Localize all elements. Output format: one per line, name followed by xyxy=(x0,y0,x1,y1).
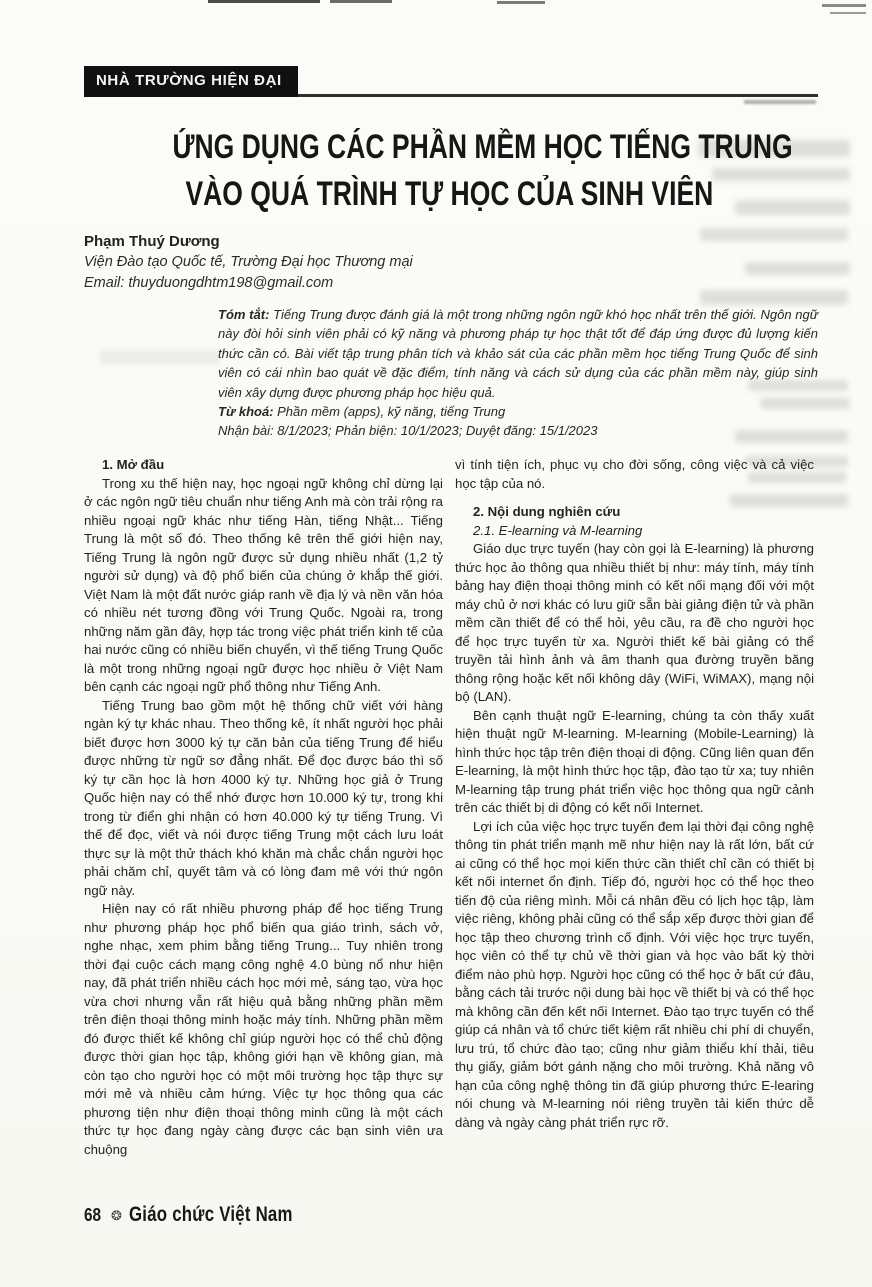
right-column xyxy=(455,456,814,1159)
section-1-heading: 1. Mở đầu xyxy=(102,457,165,472)
abstract-label: Tóm tắt: xyxy=(218,307,270,322)
right-paragraph-1: Giáo dục trực tuyến (hay còn gọi là E-learning) là phương thức học ảo thông qua nhiều thiết bị như: máy tính, máy tính bảng hay điện thoại thông minh có kết nối mạng đối với một máy chủ ở nơi khác có lưu giữ sẵn bài giảng điện tử và phần mềm cần thiết để có thể hỏi, yêu cầu, ra đề cho người học để học trực tuyến từ xa. Người thiết kế bài giảng có thể truyền tải hình ảnh và âm thanh qua đường truyền băng thông rộng hoặc kết nối không dây (WiFi, WiMAX), mạng nội bộ (LAN). xyxy=(455,541,814,704)
article-title-line1: ỨNG DỤNG CÁC PHẦN MỀM HỌC TIẾNG TRUNG xyxy=(172,128,793,166)
scan-artifact-dash xyxy=(744,100,816,104)
author-name: Phạm Thuý Dương xyxy=(84,233,220,250)
scan-artifact-dash xyxy=(497,1,545,4)
right-paragraph-3: Lợi ích của việc học trực tuyến đem lại thời đại công nghệ thông tin phát triển mạnh mẽ như hiện nay là rất lớn, bất cứ ai cũng có thể học mọi kiến thức cần thiết chỉ cần có thiết bị kết nối internet ổn định. Tiếp đó, người học có thể học theo tiến độ của riêng mình. Mỗi cá nhân đều có lịch học tập, làm việc riêng, không phải cũng có thể sắp xếp được thời gian để học tập theo chương trình cố định. Với việc học trực tuyến, học viên có thể tự chủ về thời gian và học vào bất kỳ thời điểm nào phù hợp. Người học cũng có thể học ở bất cứ đâu, bằng cách tải trước nội dung bài học về thiết bị và có thể học mà không cần đến kết nối Internet. Đào tạo trực tuyến có thể giúp cá nhân và tổ chức tiết kiệm rất nhiều chi phí di chuyển, lưu trú, tổ chức đào tạo; cũng như giảm thiểu khí thải, tiêu thụ giấy, giảm bớt gánh nặng cho môi trường. Khả năng vô hạn của công nghệ thông tin đã giúp phương thức E-learing nói chung và M-learning nói riêng truyền tải kiến thức dễ dàng và ngày càng phát triển rực rỡ. xyxy=(455,818,814,1130)
bleedthrough-artifact xyxy=(700,290,848,305)
article-title xyxy=(85,124,813,218)
abstract-paragraph xyxy=(218,305,818,402)
bleedthrough-artifact xyxy=(745,262,850,275)
section-badge xyxy=(84,66,298,97)
right-paragraph-2: Bên cạnh thuật ngữ E-learning, chúng ta còn thấy xuất hiện thuật ngữ M-learning. M-learning (Mobile-Learning) là hình thức học tập trên điện thoại di động. Cũng liên quan đến E-learning, là một hình thức học tập, đào tạo từ xa; tuy nhiên M-learning tập trung phát triển việc học thông qua ngữ cảnh trên các thiết bị di động có kết nối Internet. xyxy=(455,707,814,815)
article-body xyxy=(84,456,814,1159)
keywords-line xyxy=(218,402,818,421)
scan-artifact-dash xyxy=(208,0,320,3)
author-email: Email: thuyduongdhtm198@gmail.com xyxy=(84,275,334,291)
journal-name: Giáo chức Việt Nam xyxy=(128,1203,293,1226)
section-2-1-heading: 2.1. E-learning và M-learning xyxy=(473,522,643,538)
section-2-heading: 2. Nội dung nghiên cứu xyxy=(473,504,621,519)
bleedthrough-artifact xyxy=(100,350,220,364)
author-affiliation: Viện Đào tạo Quốc tế, Trường Đại học Thương mại xyxy=(84,254,413,270)
author-block xyxy=(84,231,413,294)
continued-paragraph: vì tính tiện ích, phục vụ cho đời sống, công việc và cả việc học tập của nó. xyxy=(455,457,814,491)
section-label: NHÀ TRƯỜNG HIỆN ĐẠI xyxy=(96,72,282,89)
bleedthrough-artifact xyxy=(700,228,848,241)
left-paragraph-2: Tiếng Trung bao gồm một hệ thống chữ viết với hàng ngàn ký tự khác nhau. Theo thống kê, ít nhất người học phải biết được hơn 3000 ký tự căn bản của tiếng Trung để hiểu được những từ ngữ sơ đẳng nhất. Để đọc được báo thì số ký tự cần học là hơn 4000 ký tự. Những học giả ở Trung Quốc hiện nay có thể nhớ được hơn 10.000 ký tự, trong khi trong từ điển ghi nhận có hơn 40.000 ký tự tiếng Trung. Vì thế để đọc, viết và nói được tiếng Trung một cách lưu loát thực sự là một thử thách khó khăn mà chắc chắn người học phải chăm chỉ, quyết tâm và có lòng đam mê với thứ ngôn ngữ này. xyxy=(84,697,443,898)
page-footer xyxy=(84,1203,334,1227)
abstract-block xyxy=(218,305,818,441)
scan-artifact-dash xyxy=(822,4,866,7)
article-title-line2: VÀO QUÁ TRÌNH TỰ HỌC CỦA SINH VIÊN xyxy=(185,175,713,213)
left-paragraph-3: Hiện nay có rất nhiều phương pháp để học tiếng Trung như phương pháp học phổ biến qua giáo trình, sách vở, nghe nhạc, xem phim bằng tiếng Trung... Tuy nhiên trong thời đại cuộc cách mạng công nghệ 4.0 bùng nổ như hiện nay, đã phát triển nhiều cách học mới mẻ, sáng tạo, vừa học vừa chơi nhưng vẫn rất hiệu quả bằng những phần mềm trên điện thoại thông minh hoặc máy tính. Những phần mềm đó được thiết kế không chỉ giúp người học có thể chủ động được thời gian học tập, không giới hạn về không gian, mà còn tạo cho người học có một môi trường học tập thực sự mới mẻ và nhiều cảm hứng. Việc tự học thông qua các phương tiện như điện thoại thông minh cũng là một cách thức tự học đang ngày càng được các bạn sinh viên ưa chuộng xyxy=(84,901,443,1157)
dates-line: Nhận bài: 8/1/2023; Phản biện: 10/1/2023; Duyệt đăng: 15/1/2023 xyxy=(218,423,598,439)
scan-artifact-dash xyxy=(830,12,866,14)
keywords-text: Phần mềm (apps), kỹ năng, tiếng Trung xyxy=(273,404,506,420)
left-paragraph-1: Trong xu thế hiện nay, học ngoại ngữ không chỉ dừng lại ở các ngôn ngữ tiêu chuẩn như tiếng Anh mà còn trải rộng ra nhiều ngoại ngữ khác như tiếng Hàn, tiếng Nhật... Tiếng Trung là một số đó. Theo thống kê trên thế giới hiện nay, Tiếng Trung là ngôn ngữ được sử dụng nhiều nhất (1,2 tỷ người sử dụng) và độ phổ biến của chúng ở khắp thế giới. Việt Nam là một đất nước giáp ranh về địa lý và nền văn hóa có nhiều nét tương đồng với Trung Quốc. Ngoài ra, trong những năm gần đây, hợp tác trong việc phát triển kinh tế của hai nước cũng có nhiều biến chuyển, vì thế tiếng Trung Quốc là một trong những ngoại ngữ được học nhiều ở Việt Nam bên cạnh các ngoại ngữ phổ thông như Tiếng Anh. xyxy=(84,475,443,694)
abstract-text: Tiếng Trung được đánh giá là một trong những ngôn ngữ khó học nhất trên thế giới. Ngôn ngữ này đòi hỏi sinh viên phải có kỹ năng và phương pháp tự học thật tốt để đáp ứng được đủ lượng kiến thức cần có. Bài viết tập trung phân tích và khảo sát của các phần mềm học tiếng Trung Quốc để sinh viên có cái nhìn bao quát về đặc điểm, tính năng và cách sử dụng của các phần mềm này, giúp sinh viên xây dựng được phương pháp học hiệu quả. xyxy=(218,307,818,400)
keywords-label: Từ khoá: xyxy=(218,404,274,420)
scan-artifact-dash xyxy=(330,0,392,3)
page-number: 68 xyxy=(84,1204,102,1225)
left-column xyxy=(84,456,443,1159)
star-icon: ❂ xyxy=(111,1207,122,1223)
